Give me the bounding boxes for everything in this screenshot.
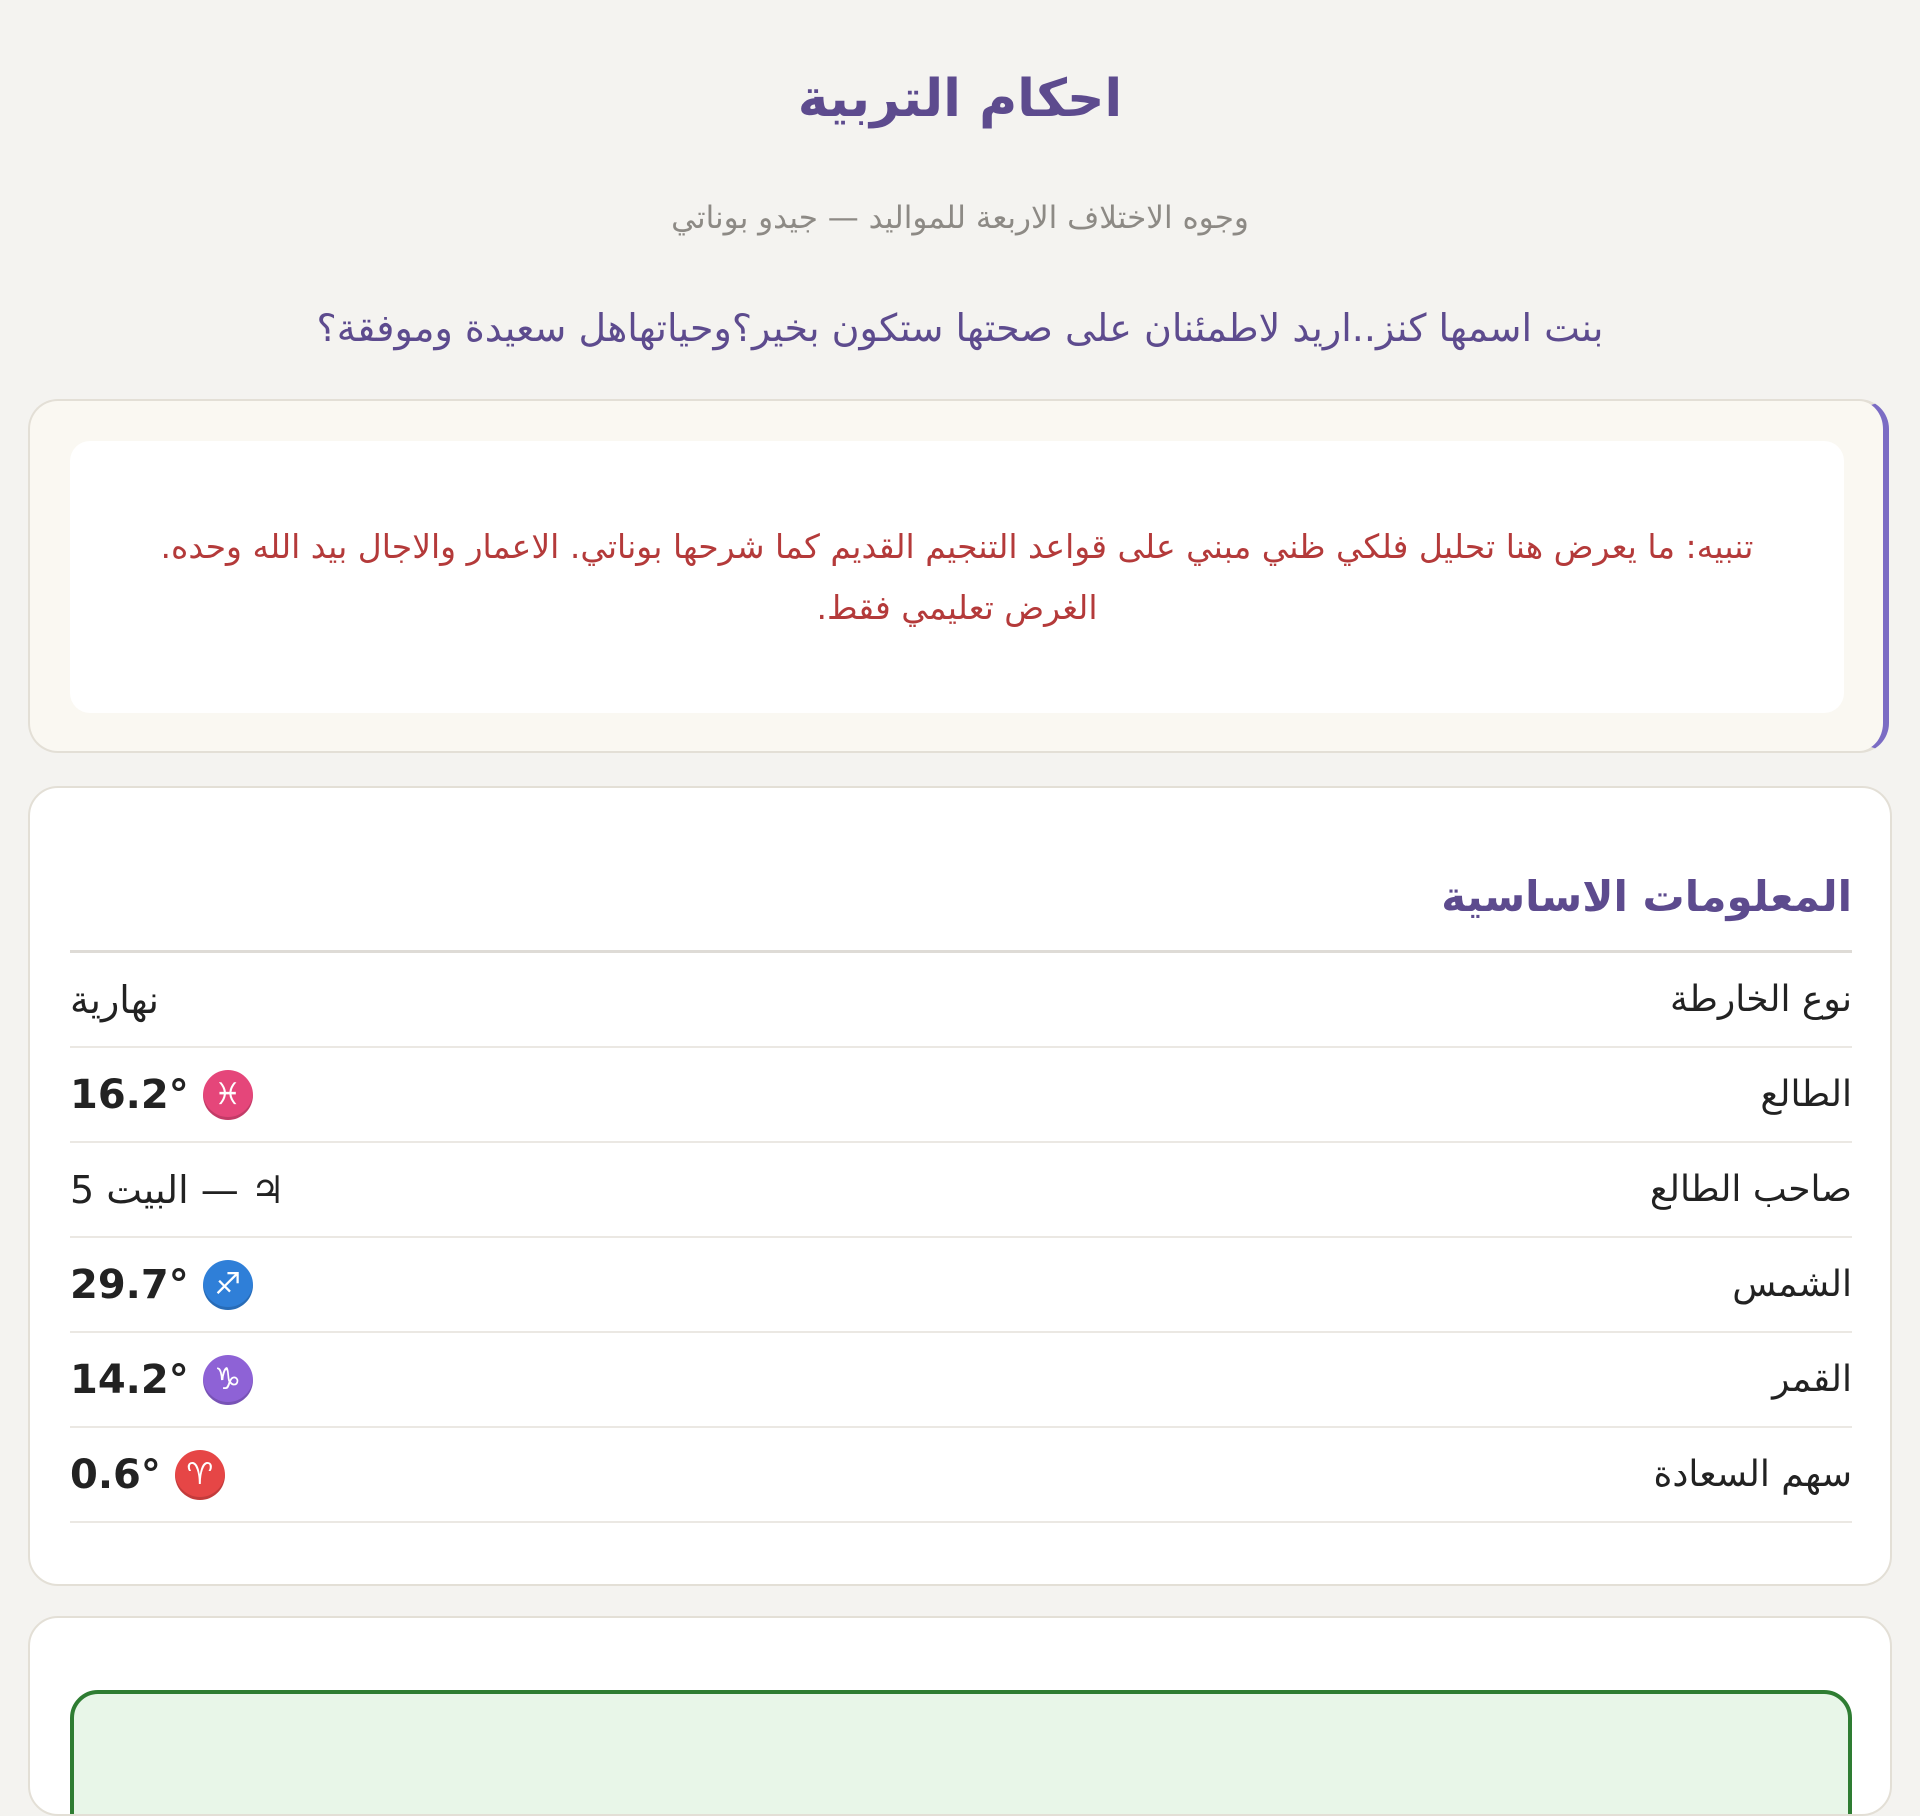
info-row-part-of-fortune bbox=[70, 1428, 1852, 1523]
info-label-part-of-fortune: سهم السعادة bbox=[1653, 1454, 1852, 1495]
info-label-moon: القمر bbox=[1772, 1359, 1852, 1400]
info-value-sun bbox=[70, 1260, 253, 1310]
info-label-ascendant-ruler: صاحب الطالع bbox=[1649, 1169, 1852, 1210]
aries-icon: ♈ bbox=[175, 1450, 225, 1500]
info-value-part-of-fortune bbox=[70, 1450, 225, 1500]
warning-message: تنبيه: ما يعرض هنا تحليل فلكي ظني مبني على قواعد التنجيم القديم كما شرحها بوناتي. الاعمار والاجال بيد الله وحده. الغرض تعليمي فقط. bbox=[70, 441, 1844, 713]
moon-degree: 14.2° bbox=[70, 1356, 189, 1403]
question-text: بنت اسمها كنز..اريد لاطمئنان على صحتها ستكون بخير؟وحياتهاهل سعيدة وموفقة؟ bbox=[316, 306, 1604, 350]
info-label-ascendant: الطالع bbox=[1760, 1074, 1852, 1115]
info-value-ascendant bbox=[70, 1070, 253, 1120]
fortune-degree: 0.6° bbox=[70, 1451, 161, 1498]
green-status-box bbox=[70, 1690, 1852, 1816]
pisces-icon: ♓ bbox=[203, 1070, 253, 1120]
sun-degree: 29.7° bbox=[70, 1261, 189, 1308]
next-section-card bbox=[28, 1616, 1892, 1816]
ascendant-degree: 16.2° bbox=[70, 1071, 189, 1118]
info-row-moon bbox=[70, 1333, 1852, 1428]
page-subtitle: وجوه الاختلاف الاربعة للمواليد — جيدو بوناتي bbox=[671, 200, 1249, 236]
info-label-chart-type: نوع الخارطة bbox=[1669, 979, 1852, 1020]
info-row-ascendant-ruler bbox=[70, 1143, 1852, 1238]
info-row-chart-type bbox=[70, 953, 1852, 1048]
info-value-chart-type: نهارية bbox=[70, 977, 159, 1022]
basic-info-table bbox=[70, 953, 1852, 1523]
warning-card bbox=[28, 399, 1889, 753]
info-row-sun bbox=[70, 1238, 1852, 1333]
basic-info-title: المعلومات الاساسية bbox=[1441, 872, 1852, 921]
capricorn-icon: ♑ bbox=[203, 1355, 253, 1405]
info-row-ascendant bbox=[70, 1048, 1852, 1143]
basic-info-card bbox=[28, 786, 1892, 1586]
info-label-sun: الشمس bbox=[1732, 1264, 1852, 1305]
sagittarius-icon: ♐ bbox=[203, 1260, 253, 1310]
page-title: احكام التربية bbox=[797, 69, 1123, 129]
info-value-ascendant-ruler: ♃ — البيت 5 bbox=[70, 1167, 285, 1212]
info-value-moon bbox=[70, 1355, 253, 1405]
